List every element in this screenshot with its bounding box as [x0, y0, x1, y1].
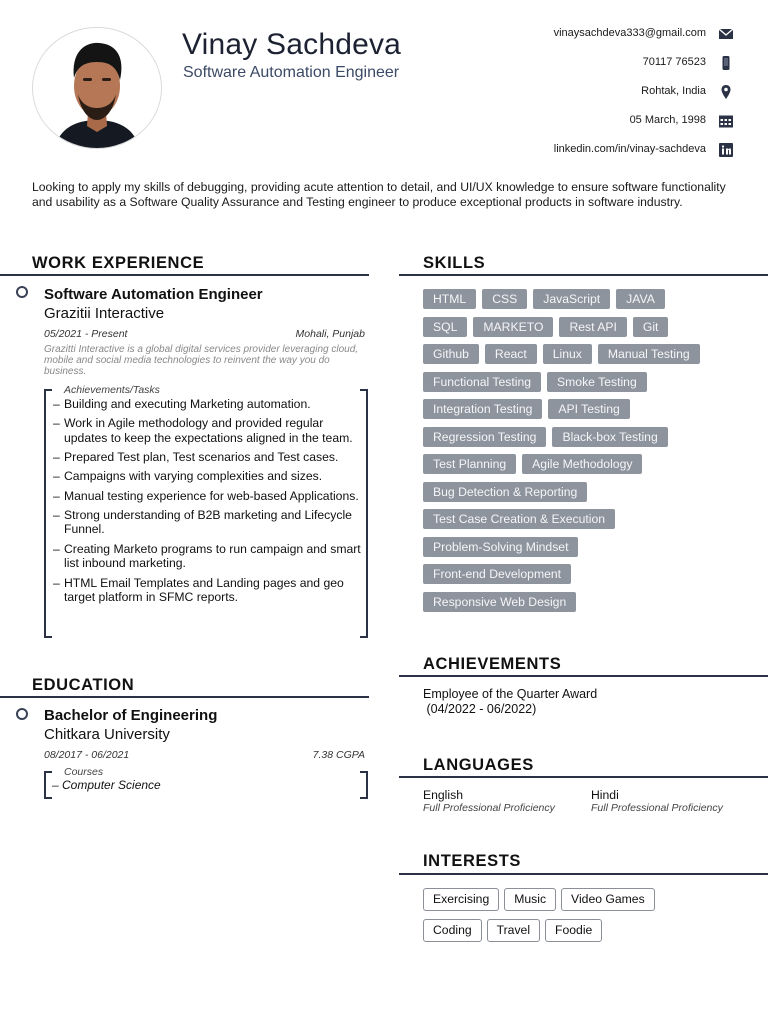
envelope-icon	[718, 27, 734, 41]
task-list	[44, 397, 362, 609]
skill-tag: MARKETO	[473, 317, 553, 337]
skill-tag: Regression Testing	[423, 427, 546, 447]
contact-location: Rohtak, India	[641, 85, 706, 97]
calendar-icon	[718, 113, 734, 127]
candidate-name: Vinay Sachdeva	[182, 28, 402, 61]
skill-tag: Front-end Development	[423, 564, 571, 584]
task-item: – Manual testing experience for web-based Applications.	[44, 489, 362, 504]
task-item: – Creating Marketo programs to run campaign and smart list inbound marketing.	[44, 542, 362, 571]
skills-heading: SKILLS	[423, 254, 486, 272]
contact-email[interactable]: vinaysachdeva333@gmail.com	[553, 27, 706, 39]
skill-tag: Rest API	[559, 317, 626, 337]
skill-tag: CSS	[482, 289, 527, 309]
skill-tag: Agile Methodology	[522, 454, 642, 474]
skill-tag: Responsive Web Design	[423, 592, 576, 612]
skill-tag: Github	[423, 344, 479, 364]
skill-tag: Test Planning	[423, 454, 516, 474]
degree-title: Bachelor of Engineering	[44, 707, 218, 724]
interest-tag: Exercising	[423, 888, 499, 911]
language-item	[423, 788, 555, 814]
phone-icon	[718, 55, 734, 69]
timeline-bullet-icon	[16, 286, 28, 298]
skill-tag: SQL	[423, 317, 467, 337]
skill-tag: Smoke Testing	[547, 372, 647, 392]
job-role: Software Automation Engineer	[44, 286, 263, 303]
section-divider	[399, 675, 768, 677]
contact-phone: 70117 76523	[642, 56, 706, 68]
school-name: Chitkara University	[44, 726, 170, 743]
work-experience-heading: WORK EXPERIENCE	[32, 254, 205, 272]
course-name: Computer Science	[62, 778, 161, 792]
task-item: – Work in Agile methodology and provided regular updates to keep the expectations aligned in the team.	[44, 416, 362, 445]
language-level: Full Professional Proficiency	[423, 802, 555, 814]
achievement-title: Employee of the Quarter Award	[423, 687, 598, 701]
interest-tag: Video Games	[561, 888, 655, 911]
skill-tag: HTML	[423, 289, 476, 309]
language-name: English	[423, 788, 463, 802]
skill-tag: Manual Testing	[598, 344, 700, 364]
education-grade: 7.38 CGPA	[312, 749, 365, 761]
language-name: Hindi	[591, 788, 619, 802]
education-heading: EDUCATION	[32, 676, 135, 694]
timeline-bullet-icon	[16, 708, 28, 720]
skill-tag: JAVA	[616, 289, 665, 309]
skill-tag: Test Case Creation & Execution	[423, 509, 615, 529]
person-portrait-icon	[33, 28, 161, 148]
language-level: Full Professional Proficiency	[591, 802, 723, 814]
interests-heading: INTERESTS	[423, 852, 521, 870]
task-item: – Campaigns with varying complexities and sizes.	[44, 469, 362, 484]
profile-photo	[32, 27, 162, 149]
skill-tag: Black-box Testing	[552, 427, 667, 447]
task-item: – HTML Email Templates and Landing pages and geo target platform in SFMC reports.	[44, 576, 362, 605]
skill-tag: Problem-Solving Mindset	[423, 537, 578, 557]
company-description: Grazitti Interactive is a global digital services provider leveraging cloud, mobile and social media technologies to reinvent the way you do business.	[44, 344, 359, 377]
skills-list	[423, 289, 768, 619]
languages-heading: LANGUAGES	[423, 756, 534, 774]
job-company: Grazitii Interactive	[44, 305, 165, 322]
achievement-item	[423, 687, 597, 717]
skill-tag: JavaScript	[533, 289, 610, 309]
skill-tag: React	[485, 344, 537, 364]
interests-list	[423, 888, 768, 950]
section-divider	[0, 274, 369, 276]
contact-birthdate: 05 March, 1998	[629, 114, 706, 126]
task-item: – Building and executing Marketing automation.	[44, 397, 362, 412]
section-divider	[399, 776, 768, 778]
professional-summary: Looking to apply my skills of debugging, providing acute attention to detail, and UI/UX knowledge to ensure software functionality and usability as a Software Quality Assurance and Testing engineer to produce exceptional products in software industry.	[32, 180, 726, 209]
right-bracket	[360, 771, 368, 799]
linkedin-icon[interactable]	[718, 142, 734, 156]
skill-tag: Integration Testing	[423, 399, 542, 419]
interest-tag: Coding	[423, 919, 482, 942]
tasks-label: Achievements/Tasks	[64, 384, 160, 396]
skill-tag: API Testing	[548, 399, 629, 419]
task-item: – Strong understanding of B2B marketing and Lifecycle Funnel.	[44, 508, 362, 537]
skill-tag: Linux	[543, 344, 592, 364]
interest-tag: Music	[504, 888, 556, 911]
left-bracket	[44, 771, 52, 799]
section-divider	[0, 696, 369, 698]
contact-linkedin[interactable]: linkedin.com/in/vinay-sachdeva	[553, 143, 706, 155]
language-item	[591, 788, 723, 814]
job-dates: 05/2021 - Present	[44, 328, 128, 340]
section-divider	[399, 274, 768, 276]
interest-tag: Foodie	[545, 919, 602, 942]
interest-tag: Travel	[487, 919, 540, 942]
achievement-period: (04/2022 - 06/2022)	[423, 702, 537, 716]
skill-tag: Git	[633, 317, 669, 337]
education-dates: 08/2017 - 06/2021	[44, 749, 130, 761]
job-location: Mohali, Punjab	[295, 328, 365, 340]
course-item: – Computer Science	[52, 778, 161, 792]
section-divider	[399, 873, 768, 875]
courses-label: Courses	[64, 766, 104, 778]
location-pin-icon	[718, 84, 734, 98]
task-item: – Prepared Test plan, Test scenarios and Test cases.	[44, 450, 362, 465]
candidate-title: Software Automation Engineer	[183, 64, 400, 81]
skill-tag: Functional Testing	[423, 372, 541, 392]
skill-tag: Bug Detection & Reporting	[423, 482, 587, 502]
achievements-heading: ACHIEVEMENTS	[423, 655, 562, 673]
